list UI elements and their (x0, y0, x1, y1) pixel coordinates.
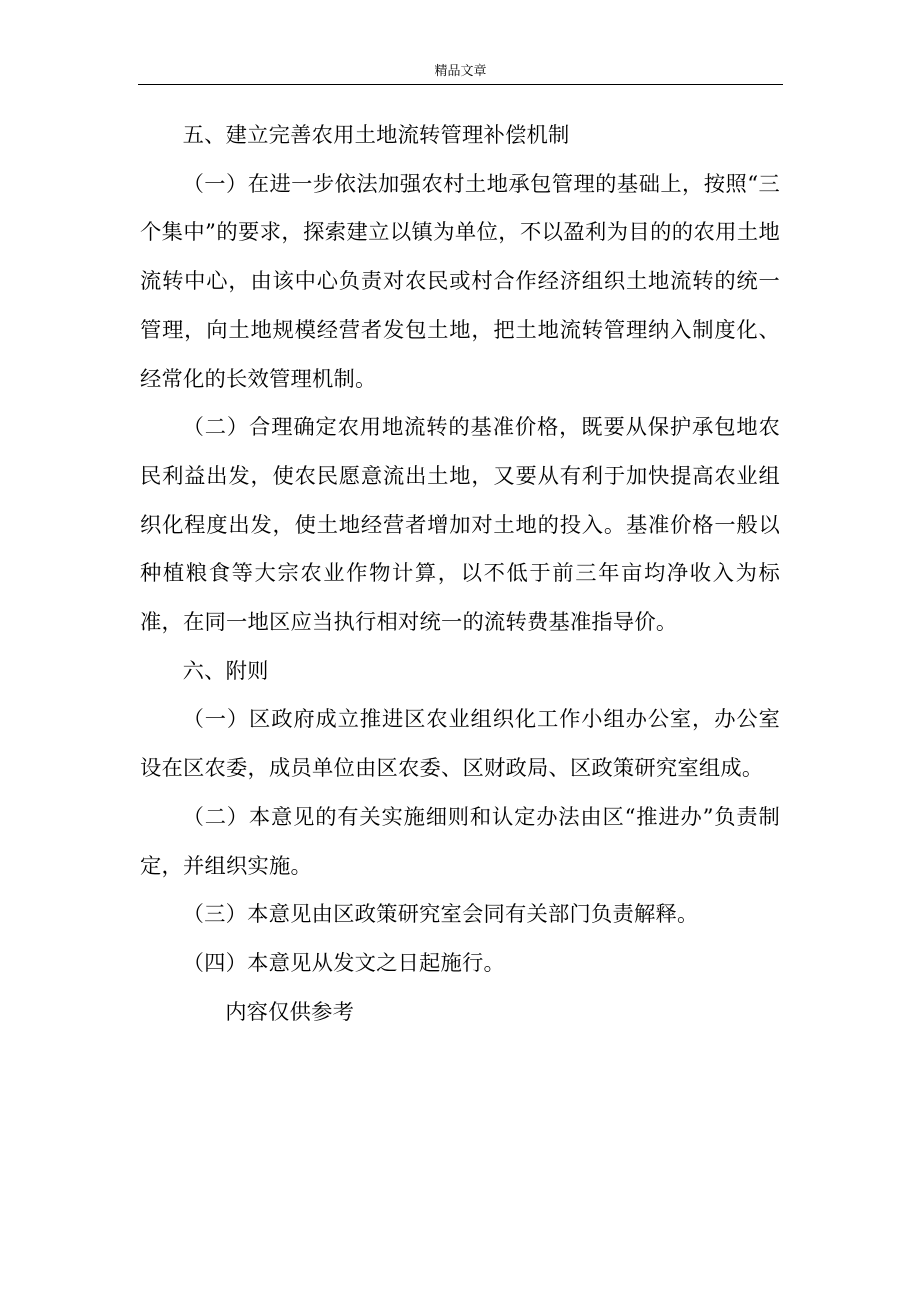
section-heading-5: 五、建立完善农用土地流转管理补偿机制 (182, 123, 570, 148)
paragraph-6-3: （三）本意见由区政策研究室会同有关部门负责解释。 (182, 902, 699, 928)
footer-note: 内容仅供参考 (225, 999, 355, 1025)
header-divider (138, 84, 783, 85)
paragraph-5-1: （一）在进一步依法加强农村土地承包管理的基础上，按照“三个集中”的要求，探索建立以镇为单位，不以盈利为目的的农用土地流转中心，由该中心负责对农民或村合作经济组织土地流转的统一管理，向土地规模经营者发包土地，把土地流转管理纳入制度化、经常化的长效管理机制。 (140, 171, 780, 392)
paragraph-5-2: （二）合理确定农用地流转的基准价格，既要从保护承包地农民利益出发，使农民愿意流出土地，又要从有利于加快提高农业组织化程度出发，使土地经营者增加对土地的投入。基准价格一般以种植粮食等大宗农业作物计算，以不低于前三年亩均净收入为标准，在同一地区应当执行相对统一的流转费基准指导价。 (140, 415, 780, 636)
document-body (140, 112, 780, 1037)
paragraph-6-1: （一）区政府成立推进区农业组织化工作小组办公室，办公室设在区农委，成员单位由区农委、区财政局、区政策研究室组成。 (140, 707, 780, 782)
paragraph-6-4: （四）本意见从发文之日起施行。 (182, 950, 506, 976)
section-heading-6: 六、附则 (182, 658, 269, 684)
page-header: 精品文章 (434, 64, 487, 79)
paragraph-6-2: （二）本意见的有关实施细则和认定办法由区“推进办”负责制定，并组织实施。 (140, 804, 780, 879)
